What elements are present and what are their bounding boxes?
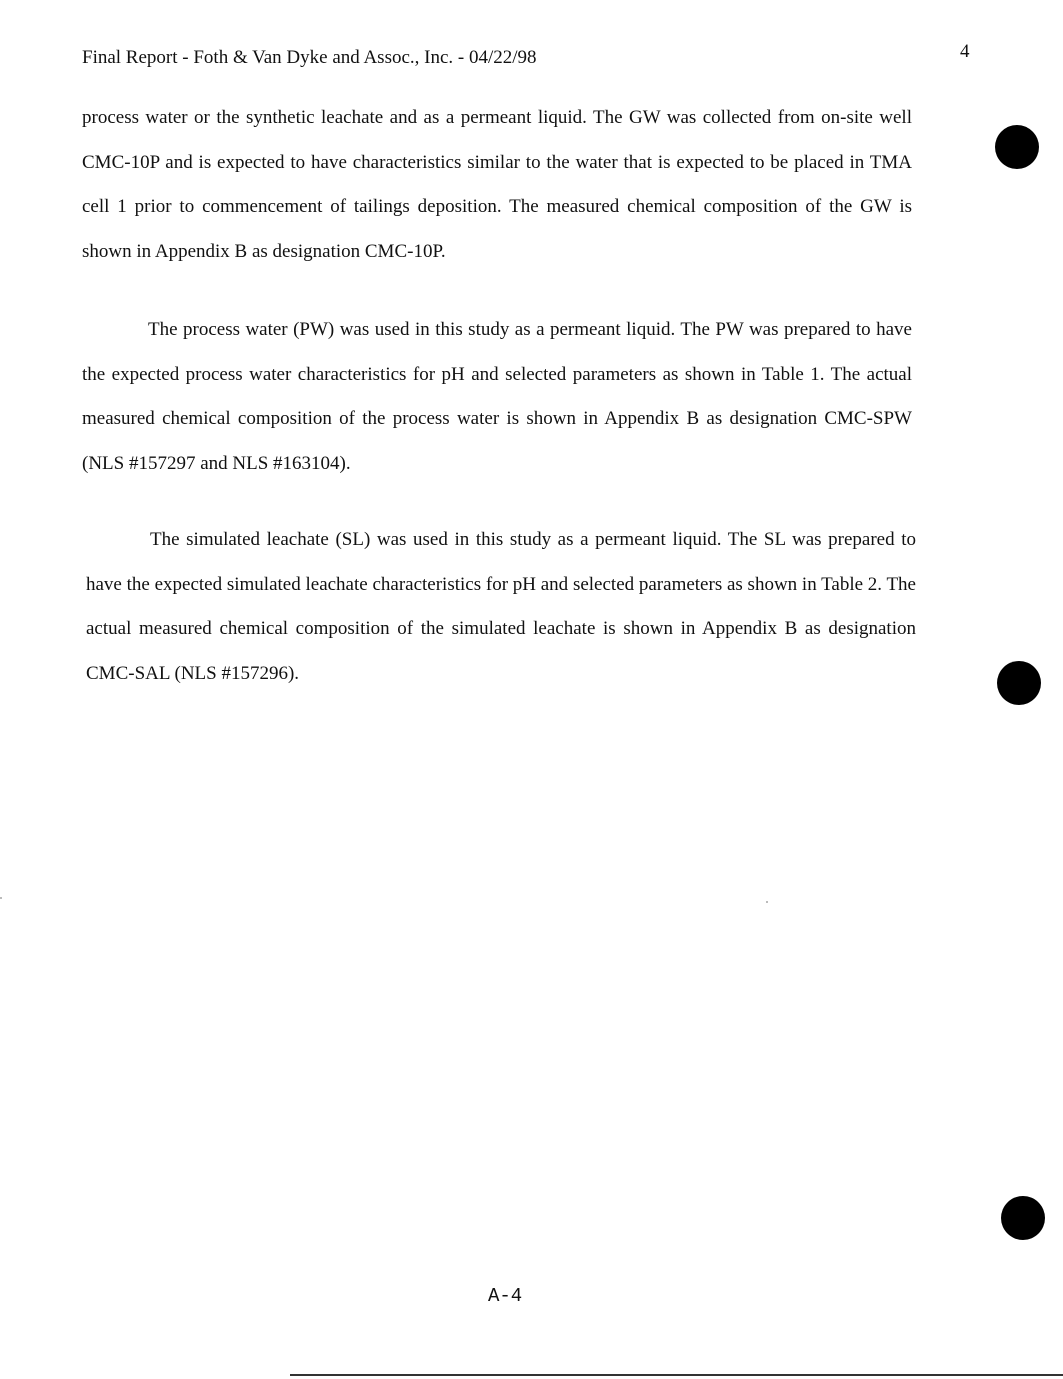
page-number: 4	[960, 41, 970, 62]
punch-hole-middle	[997, 661, 1041, 705]
paragraph-process-water: The process water (PW) was used in this study as a permeant liquid. The PW was prepared to have the expected process water characteristics for pH and selected parameters as shown in Table 1. The actual measured chemical composition of the process water is shown in Appendix B as designation CMC-SPW (NLS #157297 and NLS #163104).	[82, 319, 912, 474]
scan-speck	[766, 901, 768, 903]
footer-page-label: A-4	[488, 1285, 523, 1307]
paragraph-groundwater: process water or the synthetic leachate and as a permeant liquid. The GW was collected from on-site well CMC-10P and is expected to have characteristics similar to the water that is expected to be placed in TMA cell 1 prior to commencement of tailings deposition. The measured chemical composition of the GW is shown in Appendix B as designation CMC-10P.	[82, 107, 912, 262]
paragraph-simulated-leachate: The simulated leachate (SL) was used in this study as a permeant liquid. The SL was prepared to have the expected simulated leachate characteristics for pH and selected parameters as shown in Table 2. The actual measured chemical composition of the simulated leachate is shown in Appendix B as designation CMC-SAL (NLS #157296).	[86, 529, 916, 684]
scan-speck	[0, 897, 2, 899]
report-header: Final Report - Foth & Van Dyke and Assoc., Inc. - 04/22/98	[82, 47, 537, 68]
punch-hole-top	[995, 125, 1039, 169]
bottom-edge-line	[290, 1374, 1063, 1376]
punch-hole-bottom	[1001, 1196, 1045, 1240]
